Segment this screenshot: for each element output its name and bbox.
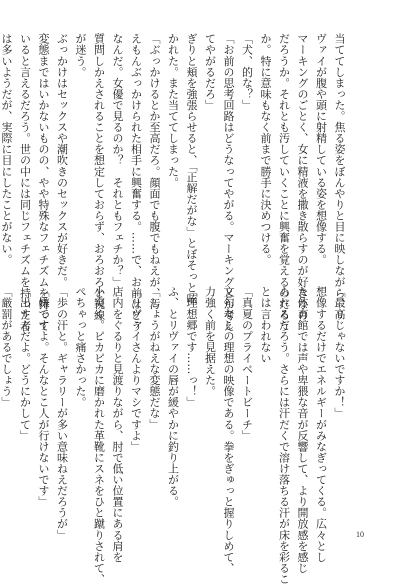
text-line: 「歩の汗と。ギャラリーが多い意味ねえだろうが」: [55, 286, 69, 541]
text-line: 「お前の思考回路はどうなってやがる。マーキングとか考え: [222, 33, 235, 332]
text-line: 小突く。ピカピカに磨かれた革靴にスネをひと蹴りされて、: [92, 286, 106, 584]
text-line: いると言えるだろう。世の中には同じフェチズムを持った者: [18, 33, 32, 332]
text-line: かれた。また当ててしまった。: [166, 33, 180, 188]
text-line: 「リヴァイさんよりマシですよ」: [129, 286, 143, 452]
text-line: 「理想郷です……っ！」: [185, 286, 198, 408]
text-line: だろうか。それとも汚していくことに興奮を覚えるのだろう: [277, 33, 291, 332]
text-line: 当ててしまった。焦る姿をぼんやりと目に映しながら、リ: [333, 33, 346, 321]
text-line: か。特に意味もなく前まで勝手に決めつける。: [259, 33, 272, 266]
text-line: ぺちゃっと痛さかった。: [74, 286, 87, 408]
text-line: てやがるだろ」: [203, 33, 217, 111]
text-line: 変態まではいかないものの、やや特殊なフェチズムを持って: [37, 33, 50, 332]
text-line: 「ぶっかけるとか至高だろ。顔面でも腹でもねえが、汚: [148, 33, 161, 310]
text-line: 「しょうがねえな変態だな」: [148, 286, 161, 430]
text-line: 店内をぐるりと見渡りながら、肘で低い位置にある肩を: [111, 286, 124, 563]
text-line: 「真夏のプライベートビーチ」: [240, 286, 254, 441]
text-line: マーキングのごとく、女に精液を撒き散らすのが好きなの: [296, 33, 309, 321]
text-line: ぎりと頬を強張らせると、「正解だがな」とぼそっと呟: [185, 33, 198, 304]
text-line: は多いようだが、実際に目にしたことがない。: [0, 33, 13, 266]
text-line: 文句なしの理想の映像である。拳をぎゅっと握りしめて、: [222, 286, 235, 574]
text-line: 「最高じゃないですか！」: [333, 286, 346, 419]
page-number: 10: [356, 530, 364, 539]
text-line: 「嫌ですよ。そんなとこ人が行けないです」: [37, 286, 50, 507]
text-line: 想像するだけでエネルギーがみなぎってくる。広々とし: [314, 286, 328, 563]
text-column-bottom: [0, 286, 348, 584]
text-line: ふ、とリヴァイの唇が緩やかに釣り上がる。: [166, 286, 180, 507]
text-line: 力強く前を見据えた。: [203, 286, 217, 397]
text-line: ぶっかけはセックスや潮吹きのセックスが好きだ。: [55, 33, 69, 288]
text-line: えもんぶっかけられた相手に興奮する。……で、お前はどう: [129, 33, 143, 332]
text-line: が迷う。: [74, 33, 87, 78]
text-line: 「犬、的な？」: [240, 33, 254, 111]
text-line: とは言われない: [259, 286, 272, 364]
text-line: なんだ。女優で見るのか？ それともフェチか？」: [111, 33, 124, 288]
text-line: 「厳罰があるでしょう」: [0, 286, 13, 408]
text-line: られるだろう。さらには汗だくで溶け落ちる汗が床を彩るこ: [277, 286, 291, 584]
text-line: た体育館では声や卑猥な音が反響して、より開放感を感じ: [296, 286, 309, 574]
text-line: ヴァイが腹や頭に射精している姿を想像する。: [314, 33, 328, 266]
text-line: 質問しかえされることを想定しておらず、おろおろと視線: [92, 33, 106, 321]
text-line: 「出すんだよ。どうにかして」: [18, 286, 32, 441]
